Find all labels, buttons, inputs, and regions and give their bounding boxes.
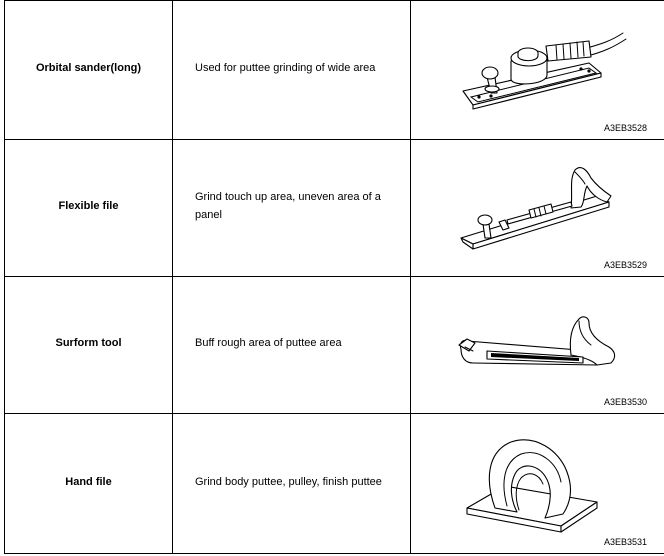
table-row <box>5 1 664 140</box>
tools-table <box>4 0 664 554</box>
table-row <box>5 140 664 277</box>
tool-description-cell <box>173 140 411 277</box>
tool-name-cell <box>5 277 173 414</box>
tool-figure-cell <box>411 1 664 140</box>
tool-name-cell <box>5 140 173 277</box>
hand-file-icon <box>411 414 664 553</box>
tool-description: Used for puttee grinding of wide area <box>195 62 376 74</box>
tool-description-cell <box>173 414 411 554</box>
tool-figure-cell <box>411 414 664 554</box>
tool-description-cell <box>173 1 411 140</box>
flexible-file-icon <box>411 140 664 276</box>
tool-figure-cell <box>411 140 664 277</box>
tool-figure-cell <box>411 277 664 414</box>
orbital-sander-icon <box>411 1 664 139</box>
tool-description: Grind body puttee, pulley, finish puttee <box>195 475 382 488</box>
tool-name-cell <box>5 414 173 554</box>
tool-name: Orbital sander(long) <box>35 62 142 74</box>
figure-code: A3EB3528 <box>603 123 647 133</box>
tool-description: Grind touch up area, uneven area of a panel <box>195 191 381 221</box>
tool-name: Surform tool <box>55 337 122 349</box>
figure-code: A3EB3530 <box>603 397 647 407</box>
tool-description-cell <box>173 277 411 414</box>
figure-code: A3EB3529 <box>603 260 647 270</box>
table-row <box>5 414 664 554</box>
tool-name: Flexible file <box>58 200 119 212</box>
figure-code: A3EB3531 <box>603 537 647 547</box>
tool-name: Hand file <box>65 475 112 488</box>
tool-name-cell <box>5 1 173 140</box>
surform-tool-icon <box>411 277 664 413</box>
table-row <box>5 277 664 414</box>
tool-description: Buff rough area of puttee area <box>195 337 342 349</box>
